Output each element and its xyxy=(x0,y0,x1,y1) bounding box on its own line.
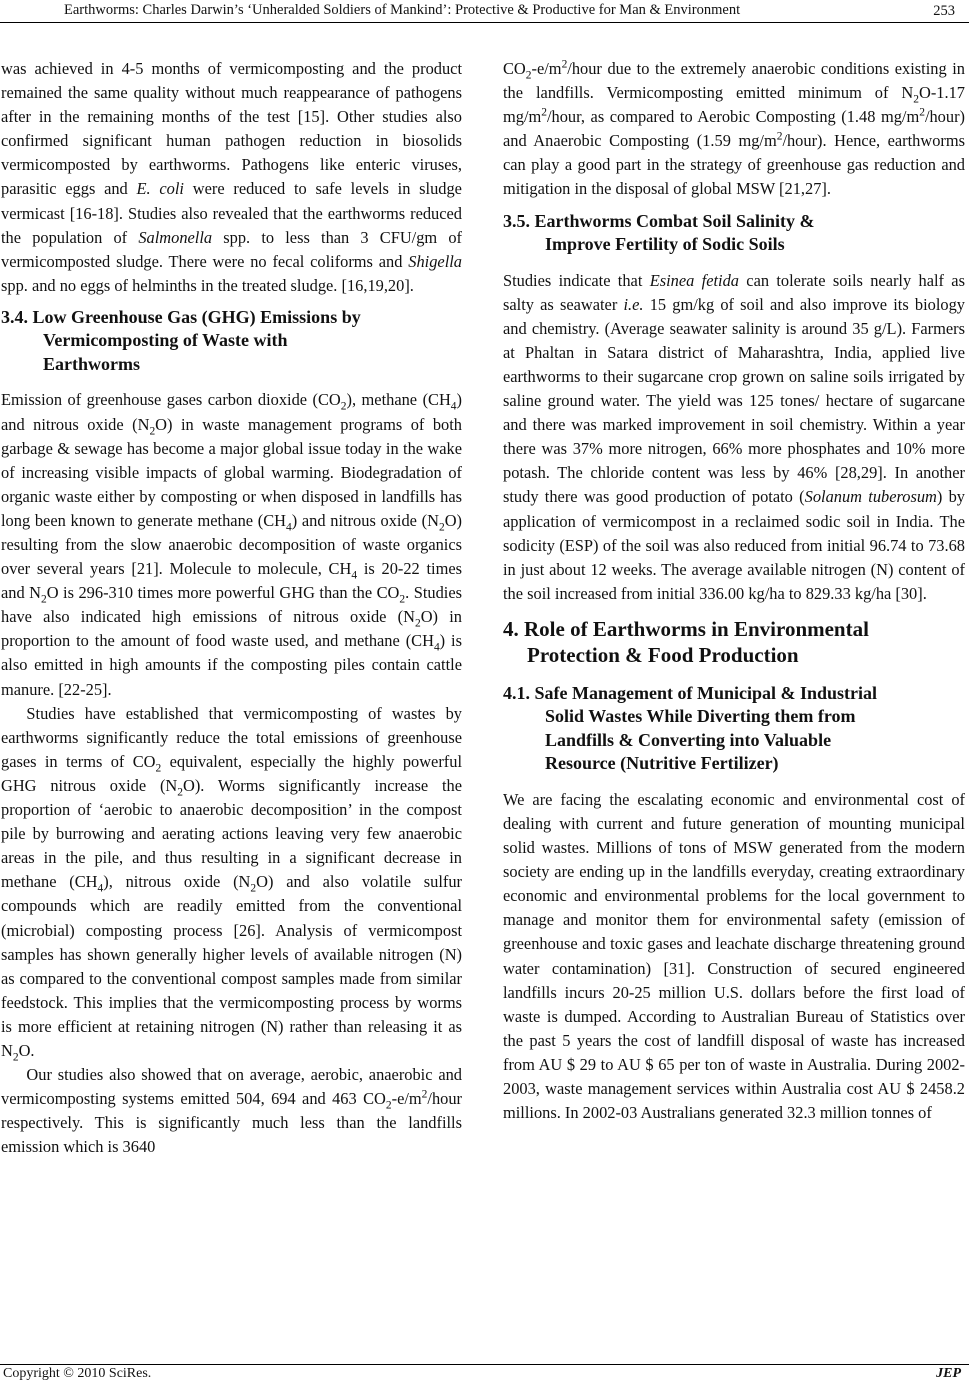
footer-rule xyxy=(0,1364,969,1365)
page-number: 253 xyxy=(933,3,955,19)
journal-abbrev: JEP xyxy=(936,1366,961,1381)
copyright-text: Copyright © 2010 SciRes. xyxy=(3,1366,152,1381)
section-heading-3-4: 3.4. Low Greenhouse Gas (GHG) Emissions by Vermicomposting of Waste with Earthworms xyxy=(1,306,361,374)
paragraph-msw-management: We are facing the escalating economic and environmental cost of dealing with current and future generation of mounting municipal solid wastes. Millions of tons of MSW generated from the modern society are ending up in the landfills everyday, creating extraordinary economic and environmental problems for the local government to manage and monitor them for environmental safety (emission of greenhouse and toxic gases and leachate discharge threatening ground water contamination) [31]. Construction of secured engineered landfills incurs 20-25 million U.S. dollars before the first load of waste is dumped. According to Australian Bureau of Statistics over the past 5 years the cost of landfill disposal of waste has increased from AU $ 29 to AU $ 65 per ton of waste in Australia. During 2002-2003, waste management services within Australia cost AU $ 2458.2 millions. In 2002-03 Australians generated 32.3 million tonnes of xyxy=(503,789,965,1123)
section-heading-3-5: 3.5. Earthworms Combat Soil Salinity & Improve Fertility of Sodic Soils xyxy=(503,210,815,255)
page-footer xyxy=(0,1366,969,1386)
paragraph-ghg-emission: Emission of greenhouse gases carbon dioxide $(CO_2)$, methane $(CH_4)$ and nitrous oxide $(N_2O)$ in waste management programs of both garbage & sewage has become a major global issue today in the wake of increasing visible impacts of global warming. Biodegradation of organic waste either by composting or when disposed in landfills has long been known to generate methane $(CH_4)$ and nitrous oxide $(N_2O)$ resulting from the slow anaerobic decomposition of waste organics over several years [21]. Molecule to molecule, $CH_4$ is 20-22 times and $N_2O$ is 296-310 times more powerful GHG than the $CO_2$. Studies have also indicated high emissions of nitrous oxide $(N_2O)$ in proportion to the amount of food waste used, and methane $(CH_4)$ is also emitted in high amounts if the composting piles contain cattle manure. [22-25]. xyxy=(1,390,463,699)
paragraph-vermicomposting-reduction: Studies have established that vermicomposting of wastes by earthworms significantly reduce the total emissions of greenhouse gases in terms of $CO_2$ equivalent, especially the highly powerful GHG nitrous oxide $(N_2O)$. Worms significantly increase the proportion of ‘aerobic to anaerobic decomposition’ in the compost pile by burrowing and aerating actions leaving very few anaerobic areas in the pile, and thus resulting in a significant decrease in methane $(CH_4)$, nitrous oxide $(N_2O)$ and also volatile sulfur compounds which are readily emitted from the conventional (microbial) composting process [26]. Analysis of vermicompost samples has shown generally higher levels of available nitrogen (N) as compared to the conventional compost samples made from similar feedstock. This implies that the vermicomposting process by worms is more efficient at retaining nitrogen (N) rather than releasing it as $N_2O$. xyxy=(1,703,463,1064)
paragraph-landfill-emission: $CO_2-e/m^2$/hour due to the extremely anaerobic conditions existing in the landfills. Vermicomposting emitted minimum of $N_2O-1.17$ $mg/m^2$/hour, as compared to Aerobic Composting (1.48 $mg/m^2/hour$) and Anaerobic Composting (1.59 $mg/m^2/hour$). Hence, earthworms can play a good part in the strategy of greenhouse gas reduction and mitigation in the disposal of global MSW [21,27]. xyxy=(503,58,965,199)
paragraph-our-studies: Our studies also showed that on average, aerobic, anaerobic and vermicomposting systems emitted 504, 694 and 463 $CO_2-e/m^2$/hour respectively. This is significantly much less than the landfills emission which is 3640 xyxy=(1,1065,462,1157)
running-title: Earthworms: Charles Darwin’s ‘Unheralded Soldiers of Mankind’: Protective & Productive for Man & Environment xyxy=(64,2,741,18)
section-heading-4-1: 4.1. Safe Management of Municipal & Industrial Solid Wastes While Diverting them from Landfills & Converting into Valuable Resource (Nutritive Fertilizer) xyxy=(503,682,878,774)
running-header xyxy=(0,0,969,22)
header-rule xyxy=(0,22,969,23)
paragraph-pathogen-reduction: was achieved in 4-5 months of vermicomposting and the product remained the same quality without much reappearance of pathogens after in the remaining months of the test [15]. Other studies also confirmed significant human pathogen reduction in biosolids vermicomposted by earthworms. Pathogens like enteric viruses, parasitic eggs and E. coli were reduced to safe levels in sludge vermicast [16-18]. Studies also revealed that the earthworms reduced the population of Salmonella spp. to less than 3 CFU/gm of vermicomposted sludge. There were no fecal coliforms and Shigella spp. and no eggs of helminths in the treated sludge. [16,19,20]. xyxy=(1,59,462,295)
right-column xyxy=(503,57,965,1125)
paragraph-soil-salinity: Studies indicate that Esinea fetida can tolerate soils nearly half as salty as seawater i.e. 15 gm/kg of soil and also improve its biology and chemistry. (Average seawater salinity is around 35 g/L). Farmers at Phaltan in Satara district of Maharashtra, India, applied live earthworms to their sugarcane crop grown on saline soils irrigated by saline ground water. The yield was 125 tones/ hectare of sugarcane and there was marked improvement in soil chemistry. Within a year there was 37% more nitrogen, 66% more phosphates and 10% more potash. The chloride content was less by 46% [28,29]. In another study there was good production of potato (Solanum tuberosum) by application of vermicompost in a reclaimed sodic soil in India. The sodicity (ESP) of the soil was also reduced from initial 96.74 to 73.68 in just about 12 weeks. The average available nitrogen (N) content of the soil increased from initial 336.00 kg/ha to 829.33 kg/ha [30]. xyxy=(503,270,966,603)
left-column xyxy=(1,57,462,1159)
section-heading-4: 4. Role of Earthworms in Environmental Protection & Food Production xyxy=(503,616,869,667)
